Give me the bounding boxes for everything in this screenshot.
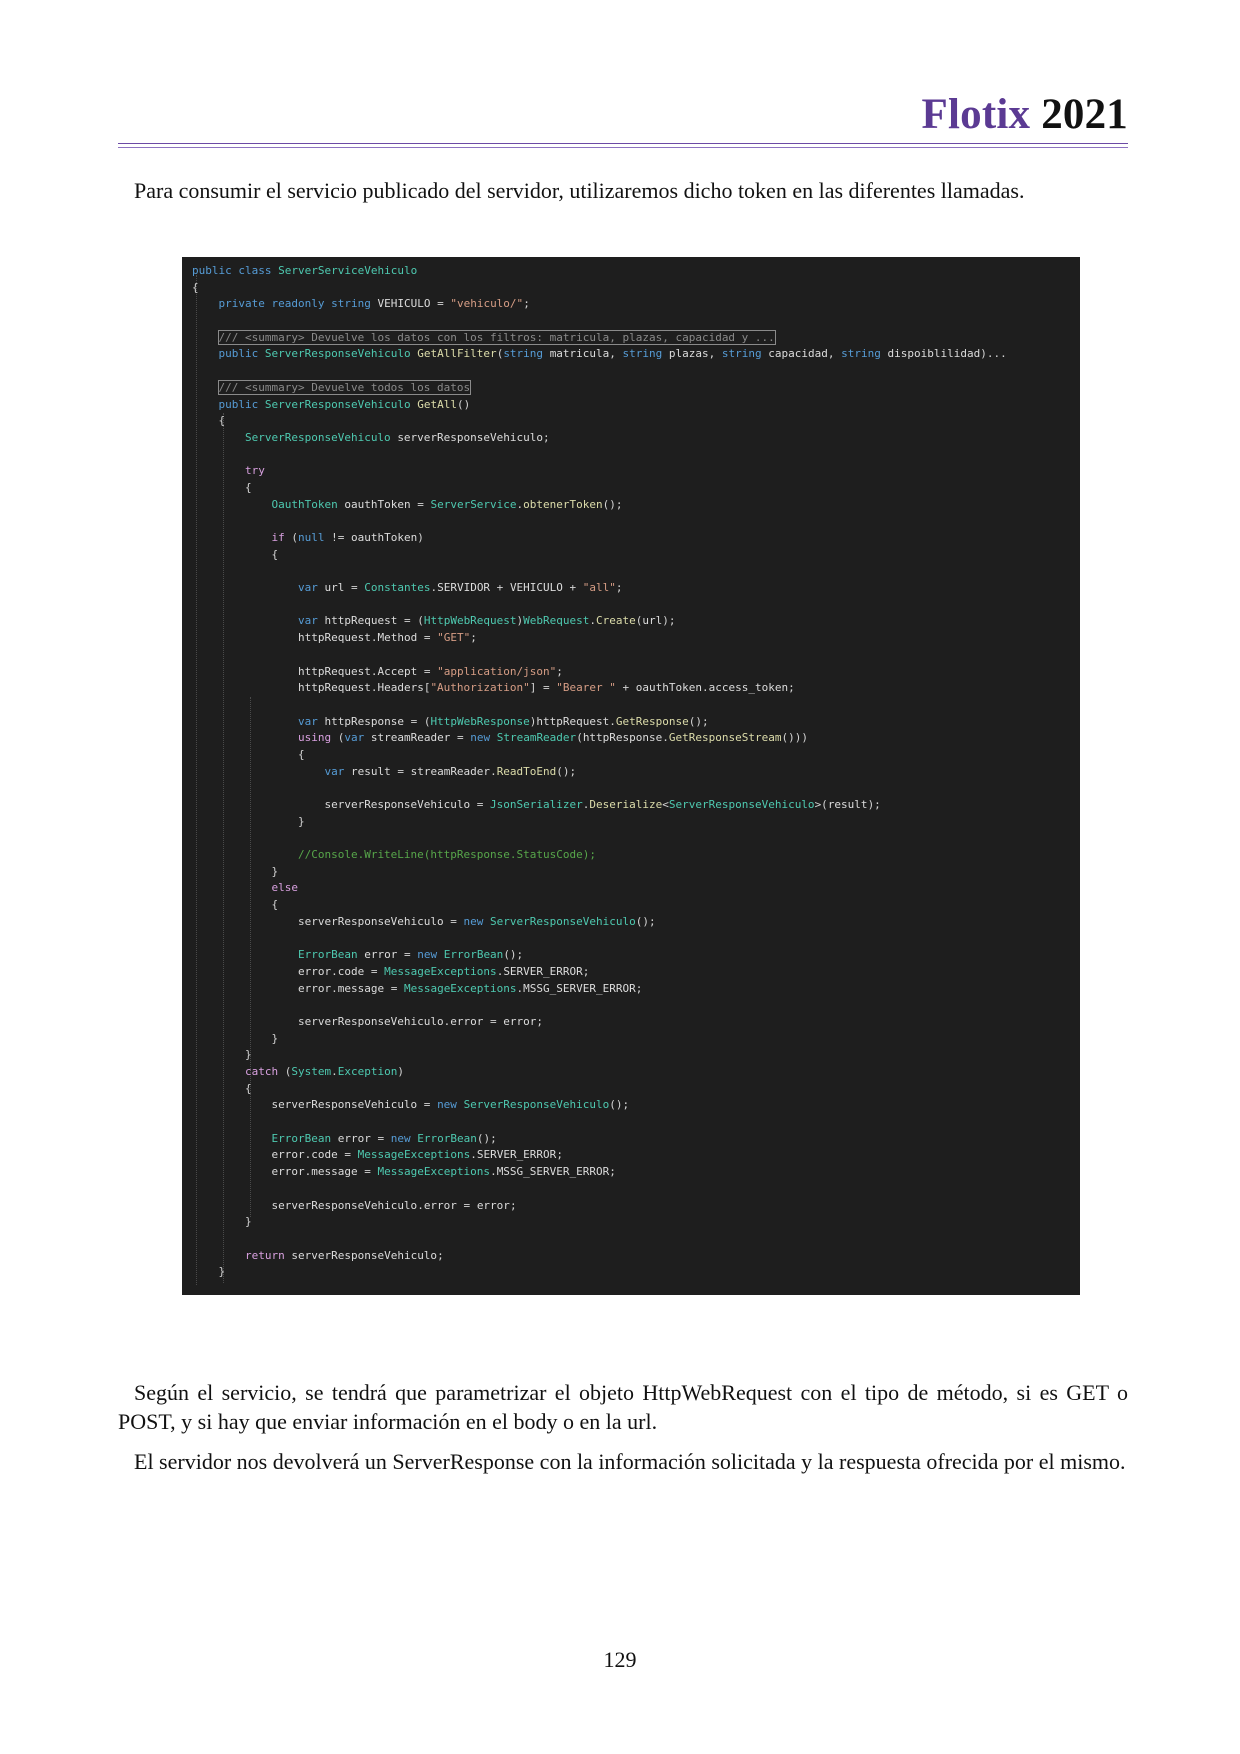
code-line: [192, 447, 1007, 464]
code-line: }: [192, 1265, 226, 1279]
code-line: [192, 513, 1007, 530]
code-line: [192, 1114, 1007, 1131]
code-line: error.code = MessageExceptions.SERVER_ERROR;: [271, 1148, 563, 1162]
code-line: [192, 1181, 1007, 1198]
code-line: httpRequest.Method = "GET";: [297, 631, 477, 645]
code-line: return serverResponseVehiculo;: [244, 1248, 444, 1262]
code-line: serverResponseVehiculo = JsonSerializer.Deserialize<ServerResponseVehiculo>(result);: [324, 798, 881, 811]
code-line: [192, 697, 1007, 714]
code-line: //Console.WriteLine(httpResponse.StatusCode);: [297, 848, 596, 862]
code-line: /// <summary> Devuelve los datos con los filtros: matricula, plazas, capacidad y ...: [218, 330, 775, 344]
code-line: private readonly string VEHICULO = "vehiculo/";: [218, 297, 530, 311]
code-line: [192, 997, 1007, 1014]
code-line: public class ServerServiceVehiculo: [192, 264, 418, 277]
header-rule: [118, 143, 1128, 144]
code-line: [192, 363, 1007, 380]
code-block: [192, 263, 1007, 1281]
code-line: [192, 780, 1007, 797]
header-title: [922, 92, 1128, 138]
code-line: if (null != oauthToken): [271, 531, 424, 544]
code-line: httpRequest.Accept = "application/json";: [297, 664, 563, 678]
code-line: [192, 830, 1007, 847]
code-line: else: [271, 881, 298, 895]
code-line: var result = streamReader.ReadToEnd();: [324, 764, 577, 778]
code-line: {: [192, 280, 199, 294]
code-line: serverResponseVehiculo.error = error;: [271, 1198, 517, 1212]
code-line: serverResponseVehiculo = new ServerResponseVehiculo();: [297, 914, 656, 928]
code-line: public ServerResponseVehiculo GetAllFilter(string matricula, string plazas, string capacidad, string dispoiblilidad)...: [218, 347, 1007, 361]
code-line: {: [192, 898, 279, 912]
code-line: [192, 563, 1007, 580]
code-line: var httpRequest = (HttpWebRequest)WebRequest.Create(url);: [297, 614, 676, 628]
code-line: OauthToken oauthToken = ServerService.obtenerToken();: [271, 497, 623, 511]
code-line: try: [244, 464, 265, 478]
code-line: error.message = MessageExceptions.MSSG_SERVER_ERROR;: [297, 981, 643, 995]
code-line: }: [192, 814, 305, 828]
code-line: /// <summary> Devuelve todos los datos: [218, 380, 471, 394]
code-line: serverResponseVehiculo = new ServerResponseVehiculo();: [271, 1098, 630, 1112]
code-line: [192, 313, 1007, 330]
code-line: [192, 931, 1007, 948]
code-line: [192, 647, 1007, 664]
intro-paragraph: Para consumir el servicio publicado del servidor, utilizaremos dicho token en las diferentes llamadas.: [134, 178, 1025, 203]
code-line: {: [192, 414, 226, 428]
code-line: }: [192, 1048, 252, 1062]
code-line: error.message = MessageExceptions.MSSG_SERVER_ERROR;: [271, 1165, 616, 1179]
code-line: var httpResponse = (HttpWebResponse)httpRequest.GetResponse();: [297, 714, 709, 728]
code-line: using (var streamReader = new StreamReader(httpResponse.GetResponseStream())): [297, 731, 809, 745]
header-brand: Flotix: [921, 91, 1031, 138]
code-line: public ServerResponseVehiculo GetAll(): [218, 397, 471, 411]
code-line: ErrorBean error = new ErrorBean();: [297, 948, 524, 962]
code-line: }: [192, 1031, 279, 1045]
page-header: [118, 86, 1128, 146]
code-line: [192, 597, 1007, 614]
header-rule-secondary: [118, 147, 1128, 148]
code-line: [192, 1231, 1007, 1248]
code-line: ServerResponseVehiculo serverResponseVehiculo;: [244, 430, 550, 444]
code-line: {: [192, 547, 279, 561]
code-line: catch (System.Exception): [244, 1065, 404, 1078]
code-line: }: [192, 1215, 252, 1229]
code-line: httpRequest.Headers["Authorization"] = "Bearer " + oauthToken.access_token;: [297, 681, 795, 695]
code-line: error.code = MessageExceptions.SERVER_ERROR;: [297, 964, 590, 978]
code-line: {: [192, 1081, 252, 1095]
code-line: {: [192, 747, 305, 761]
body-paragraph-2: El servidor nos devolverá un ServerResponse con la información solicitada y la respuesta ofrecida por el mismo.: [134, 1449, 1126, 1474]
code-line: serverResponseVehiculo.error = error;: [297, 1014, 544, 1028]
body-paragraph-1: Según el servicio, se tendrá que parametrizar el objeto HttpWebRequest con el tipo de método, si es GET o POST, y si hay que enviar información en el body o en la url.: [118, 1380, 1128, 1434]
header-year: 2021: [1041, 91, 1128, 138]
code-screenshot: [182, 257, 1080, 1295]
code-line: {: [192, 480, 252, 494]
page-number: 129: [603, 1647, 637, 1672]
code-line: var url = Constantes.SERVIDOR + VEHICULO + "all";: [297, 581, 623, 595]
code-line: }: [192, 864, 279, 878]
code-line: ErrorBean error = new ErrorBean();: [271, 1131, 497, 1145]
